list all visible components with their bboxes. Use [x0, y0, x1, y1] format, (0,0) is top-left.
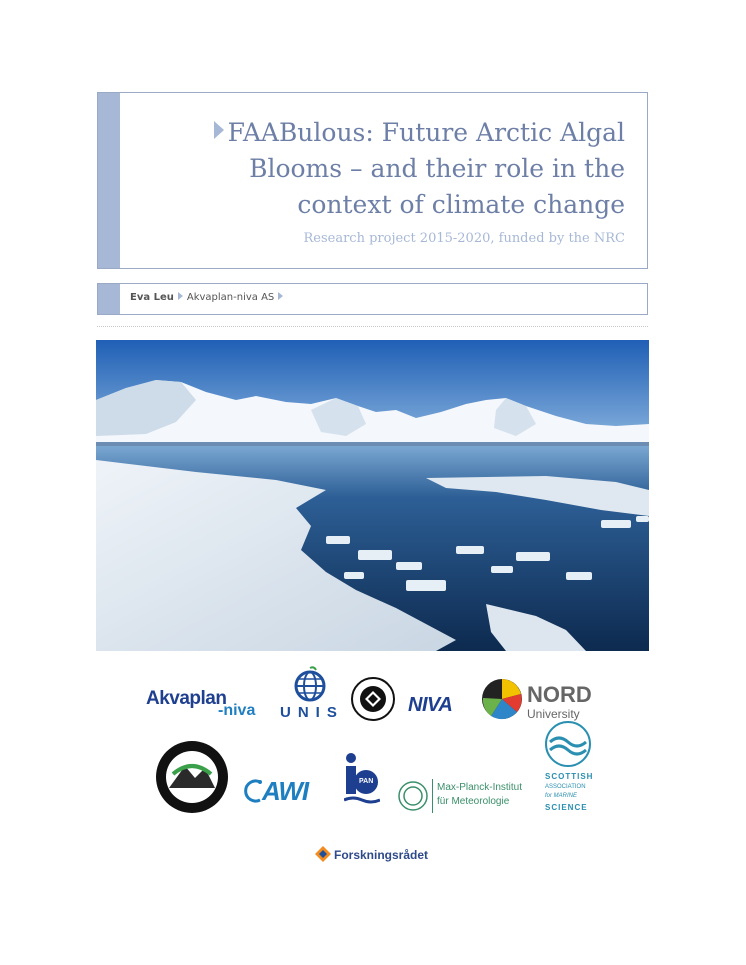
- dotted-divider: [97, 326, 648, 327]
- title-line-1: FAABulous: Future Arctic Algal: [227, 118, 625, 147]
- niva-suffix-text: -niva: [218, 702, 256, 719]
- author-organization: Akvaplan-niva AS: [186, 292, 275, 303]
- funder-logo-text: Forskningsrådet: [334, 848, 429, 862]
- author-box: [97, 283, 648, 315]
- mpi-line-2: für Meteorologie: [437, 796, 510, 807]
- globe-icon: [292, 666, 328, 702]
- author-name: Eva Leu: [130, 292, 174, 303]
- logo-divider: [432, 779, 433, 813]
- title-line-3: context of climate change: [297, 190, 625, 219]
- awi-emblem-icon: [242, 778, 264, 804]
- arctic-ice-photo: [96, 340, 649, 651]
- university-logo-text: University: [527, 707, 580, 721]
- document-title: [165, 115, 625, 223]
- triangle-bullet-icon: [214, 121, 224, 139]
- uit-tromso-logo: [350, 676, 396, 722]
- sams-line-2: ASSOCIATION: [545, 784, 586, 790]
- akvaplan-logo-text: Akvaplan: [146, 688, 227, 709]
- niva-logo: [408, 694, 474, 718]
- separator-arrow-icon: [278, 292, 283, 300]
- sams-line-1: SCOTTISH: [545, 772, 594, 781]
- title-box: [97, 92, 648, 269]
- document-subtitle: Research project 2015-2020, funded by the NRC: [303, 231, 625, 246]
- mpi-emblem-icon: [398, 781, 428, 811]
- awi-logo: [242, 774, 328, 808]
- arctos-emblem-icon: [155, 740, 229, 814]
- nord-emblem-icon: [481, 678, 523, 720]
- nord-university-logo: [481, 678, 605, 722]
- mpi-line-1: Max-Planck-Institut: [437, 782, 523, 793]
- author-accent-bar: [98, 284, 120, 314]
- forskningsradet-logo: [315, 846, 428, 862]
- pan-logo-text: PAN: [359, 778, 374, 785]
- arctic-landscape-illustration: [96, 340, 649, 651]
- iopan-logo: [344, 752, 380, 808]
- sams-wave-icon: [544, 720, 592, 768]
- unis-logo-text: UNIS: [280, 704, 344, 721]
- sams-line-3: for MARINE: [545, 793, 578, 799]
- sams-logo: [542, 720, 598, 816]
- forskningsradet-emblem-icon: [315, 846, 331, 862]
- unis-logo: [280, 666, 342, 722]
- author-line: [130, 292, 287, 303]
- sams-line-4: SCIENCE: [545, 803, 588, 812]
- separator-arrow-icon: [178, 292, 183, 300]
- university-seal-icon: [350, 676, 396, 722]
- title-line-2: Blooms – and their role in the: [249, 154, 625, 183]
- niva-logo-text: NIVA: [408, 694, 453, 716]
- akvaplan-niva-logo: [146, 688, 270, 720]
- arctos-logo: [155, 740, 229, 814]
- mpi-meteorology-logo: [398, 779, 528, 813]
- nord-logo-text: NORD: [527, 682, 592, 707]
- awi-logo-text: AWI: [262, 776, 309, 806]
- accent-bar: [98, 93, 120, 268]
